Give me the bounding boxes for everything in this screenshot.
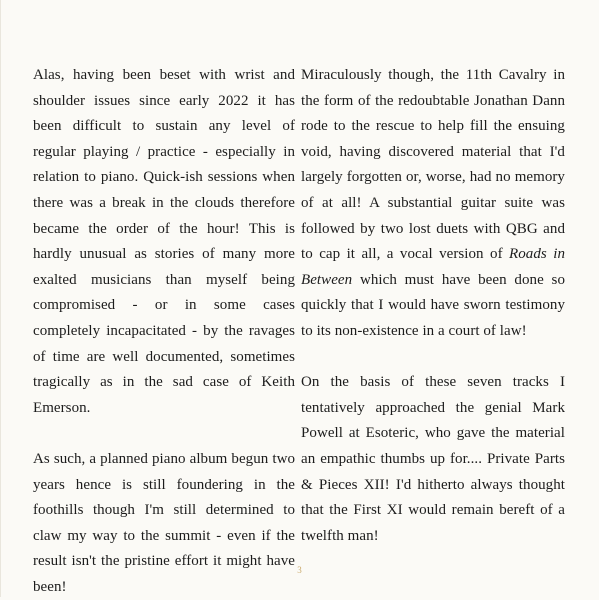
page-number: 3	[297, 565, 302, 575]
paragraph: As such, a planned piano album begun two years hence is still foundering in the foothills though I'm still determined to claw my way to the summit - even if the result isn't the pristine effort it might have been!	[33, 450, 295, 595]
album-title-italic: Roads in Between	[301, 246, 565, 288]
paragraph: Alas, having been beset with wrist and shoulder issues since early 2022 it has been difficult to sustain any level of regular playing / practice - especially in relation to piano. Quick-ish sessions when there was a break in the clouds therefore became the order of the hour! This is hardly unusual as stories of many more exalted musicians than myself being compromised - or in some cases completely incapacitated - by the ravages of time are well documented, sometimes tragically as in the sad case of Keith Emerson.	[33, 67, 295, 416]
paragraph: On the basis of these seven tracks I tentatively approached the genial Mark Powell at Esoteric, who gave the material an empathic thumbs up for.... Private Parts & Pieces XII! I'd hitherto always thought that the First XI would remain bereft of a twelfth man!	[301, 374, 565, 544]
left-column	[33, 63, 295, 600]
right-column	[301, 63, 565, 549]
paragraph-text: Miraculously though, the 11th Cavalry in the form of the redoubtable Jonathan Dann rode to the rescue to help fill the ensuing void, having discovered material that I'd largely forgotten or, worse, had no memory of at all! A substantial guitar suite was followed by two lost duets with QBG and to cap it all, a vocal version of	[301, 67, 565, 263]
paragraph	[301, 63, 565, 345]
paragraph-text: which must have been done so quickly that I would have sworn testimony to its non-existence in a court of law!	[301, 271, 565, 339]
